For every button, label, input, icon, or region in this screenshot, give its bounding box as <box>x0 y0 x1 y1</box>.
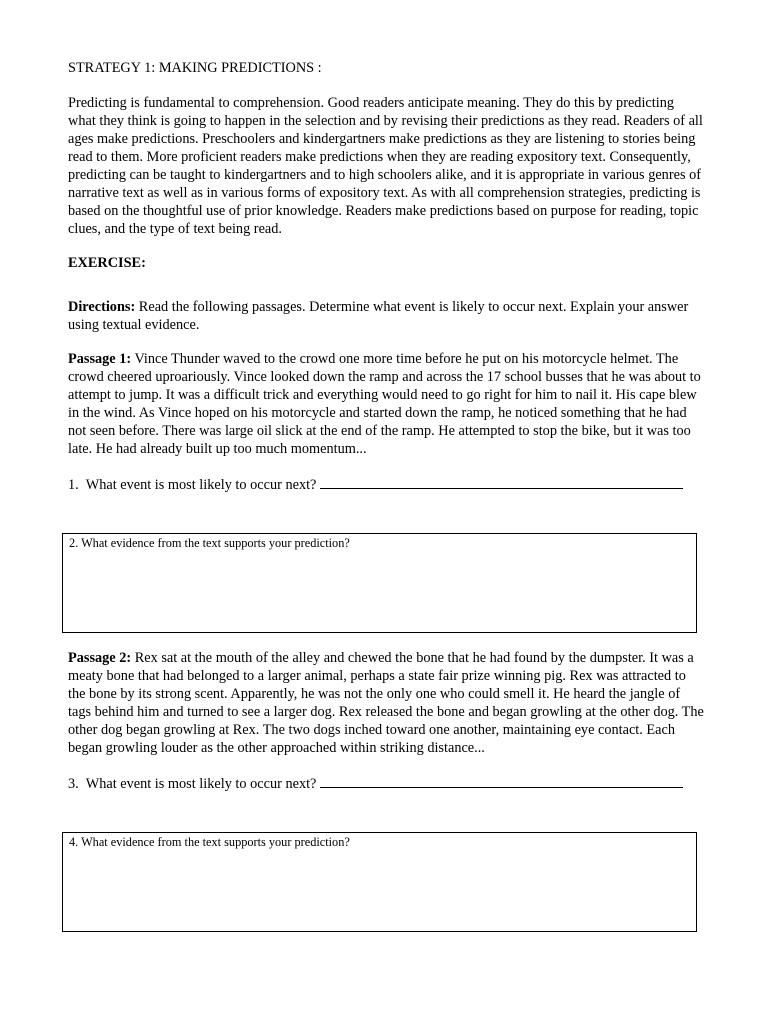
question-1 <box>68 474 704 494</box>
directions-label: Directions: <box>68 299 136 315</box>
question-1-number: 1. <box>68 477 79 493</box>
passage-1-text: Vince Thunder waved to the crowd one more time before he put on his motorcycle helmet. The crowd cheered uproariously. Vince looked down the ramp and across the 17 school busses that he was about to attempt to jump. It was a difficult trick and everything would need to go right for him to nail it. His cape blew in the wind. As Vince hoped on his motorcycle and started down the ramp, he noticed something that he had not seen before. There was large oil slick at the end of the ramp. He attempted to stop the bike, but it was too late. He had already built up too much momentum... <box>68 351 701 457</box>
question-3 <box>68 773 704 793</box>
intro-paragraph: Predicting is fundamental to comprehension. Good readers anticipate meaning. They do this by predicting what they think is going to happen in the selection and by revising their predictions as they read. Readers of all ages make predictions. Preschoolers and kindergartners make predictions as they are listening to stories being read to them. More proficient readers make predictions when they are reading expository text. Consequently, predicting can be taught to kindergartners and to high schoolers alike, and it is appropriate in various genres of narrative text as well as in various forms of expository text. As with all comprehension strategies, predicting is based on the thoughtful use of prior knowledge. Readers make predictions based on purpose for reading, topic clues, and the type of text being read. <box>68 95 703 237</box>
directions-text: Read the following passages. Determine what event is likely to occur next. Explain your answer using textual evidence. <box>68 299 689 333</box>
passage-2 <box>68 649 704 757</box>
question-1-text: What event is most likely to occur next? <box>85 477 317 493</box>
worksheet-page <box>68 59 704 932</box>
directions-paragraph <box>68 298 704 334</box>
question-3-number: 3. <box>68 776 79 792</box>
passage-2-text: Rex sat at the mouth of the alley and chewed the bone that he had found by the dumpster. It was a meaty bone that had belonged to a larger animal, perhaps a state fair prize winning pig. Rex was attracted to the bone by its strong scent. Apparently, he was not the only one who could smell it. He heard the jangle of tags behind him and turned to see a larger dog. Rex released the bone and began growling at the other dog. The other dog began growling at Rex. The two dogs inched toward one another, maintaining eye contact. Each began growling louder as the other approached within striking distance... <box>68 650 704 756</box>
passage-1 <box>68 350 704 458</box>
passage-1-label: Passage 1: <box>68 351 132 367</box>
page-title: STRATEGY 1: MAKING PREDICTIONS : <box>68 60 322 76</box>
question-4-answer-box[interactable] <box>62 832 697 932</box>
question-3-text: What event is most likely to occur next? <box>85 776 317 792</box>
question-3-answer-line[interactable] <box>320 773 683 788</box>
passage-2-label: Passage 2: <box>68 650 132 666</box>
question-4-text: 4. What evidence from the text supports your prediction? <box>69 835 350 849</box>
question-1-answer-line[interactable] <box>320 474 683 489</box>
question-2-answer-box[interactable] <box>62 533 697 633</box>
exercise-heading: EXERCISE: <box>68 255 146 271</box>
question-2-text: 2. What evidence from the text supports your prediction? <box>69 536 350 550</box>
